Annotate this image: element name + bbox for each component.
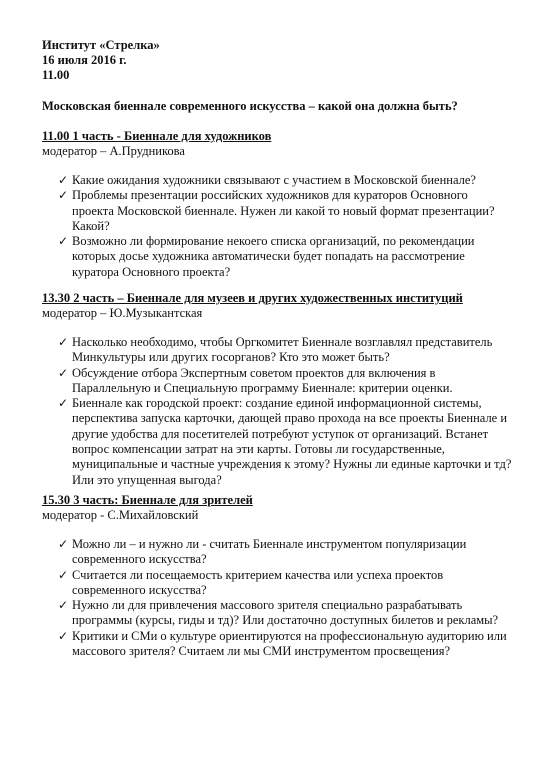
list-item <box>42 188 512 234</box>
checkmark-icon: ✓ <box>58 188 69 203</box>
checkmark-icon: ✓ <box>58 628 69 643</box>
checkmark-icon: ✓ <box>58 598 69 613</box>
item-list <box>42 335 512 488</box>
item-text: Какие ожидания художники связывают с участием в Московской биеннале? <box>72 173 476 187</box>
list-item <box>42 234 512 280</box>
document-header <box>42 38 160 83</box>
item-text: Считается ли посещаемость критерием качества или успеха проектов современного искусства? <box>72 567 444 597</box>
event-date: 16 июля 2016 г. <box>42 53 127 67</box>
section-title: 15.30 3 часть: Биеннале для зрителей <box>42 493 253 507</box>
item-text: Возможно ли формирование некоего списка организаций, по рекомендации которых досье художника автоматически будет попадать на рассмотрение куратора Основного проекта? <box>72 234 475 279</box>
institute-name: Институт «Стрелка» <box>42 38 160 52</box>
list-item <box>42 598 512 629</box>
section-3 <box>42 493 512 659</box>
section-1 <box>42 129 512 280</box>
checkmark-icon: ✓ <box>58 567 69 582</box>
item-text: Критики и СМи о культуре ориентируются на профессиональную аудиторию или массового зрителя? Считаем ли мы СМИ инструментом просвещения? <box>72 628 507 659</box>
checkmark-icon: ✓ <box>58 396 69 411</box>
checkmark-icon: ✓ <box>58 173 69 187</box>
list-item <box>42 537 512 568</box>
moderator: модератор – Ю.Музыкантская <box>42 306 203 320</box>
event-time: 11.00 <box>42 68 70 82</box>
item-text: Нужно ли для привлечения массового зрителя специально разрабатывать программы (курсы, гиды и тд)? Или достаточно доступных билетов и рекламы? <box>72 598 499 628</box>
list-item <box>42 173 512 188</box>
checkmark-icon: ✓ <box>58 335 69 349</box>
item-text: Можно ли – и нужно ли - считать Биеннале инструментом популяризации современного искусства? <box>72 537 467 567</box>
section-title: 13.30 2 часть – Биеннале для музеев и других художественных институций <box>42 291 463 305</box>
item-list <box>42 537 512 659</box>
main-title: Московская биеннале современного искусства – какой она должна быть? <box>42 99 458 113</box>
list-item <box>42 366 512 397</box>
item-list <box>42 173 512 280</box>
moderator: модератор - С.Михайловский <box>42 508 199 522</box>
section-2 <box>42 291 512 488</box>
item-text: Обсуждение отбора Экспертным советом проектов для включения в Параллельную и Специальную программу Биеннале: критерии оценки. <box>72 365 453 395</box>
item-text: Проблемы презентации российских художников для кураторов Основного проекта Московской биеннале. Нужен ли какой то новый формат презентации? Какой? <box>72 188 495 233</box>
moderator: модератор – А.Прудникова <box>42 144 185 158</box>
item-text: Насколько необходимо, чтобы Оргкомитет Биеннале возглавлял представитель Минкультуры или других госорганов? Кто это может быть? <box>72 335 493 365</box>
checkmark-icon: ✓ <box>58 234 69 249</box>
item-text: Биеннале как городской проект: создание единой информационной системы, перспектива запуска карточки, дающей право прохода на все проекты Биеннале и другие удобства для посетителей потребуют уступок от организаций. Встанет вопрос компенсации затрат на эти карты. Готовы ли государственные, муниципальные и частные учреждения к этому? Нужны ли единые карточки и тд? Или это упущенная выгода? <box>72 396 512 487</box>
list-item <box>42 396 512 488</box>
list-item <box>42 568 512 599</box>
section-title: 11.00 1 часть - Биеннале для художников <box>42 129 272 143</box>
list-item <box>42 629 512 660</box>
checkmark-icon: ✓ <box>58 365 69 380</box>
checkmark-icon: ✓ <box>58 537 69 551</box>
list-item <box>42 335 512 366</box>
